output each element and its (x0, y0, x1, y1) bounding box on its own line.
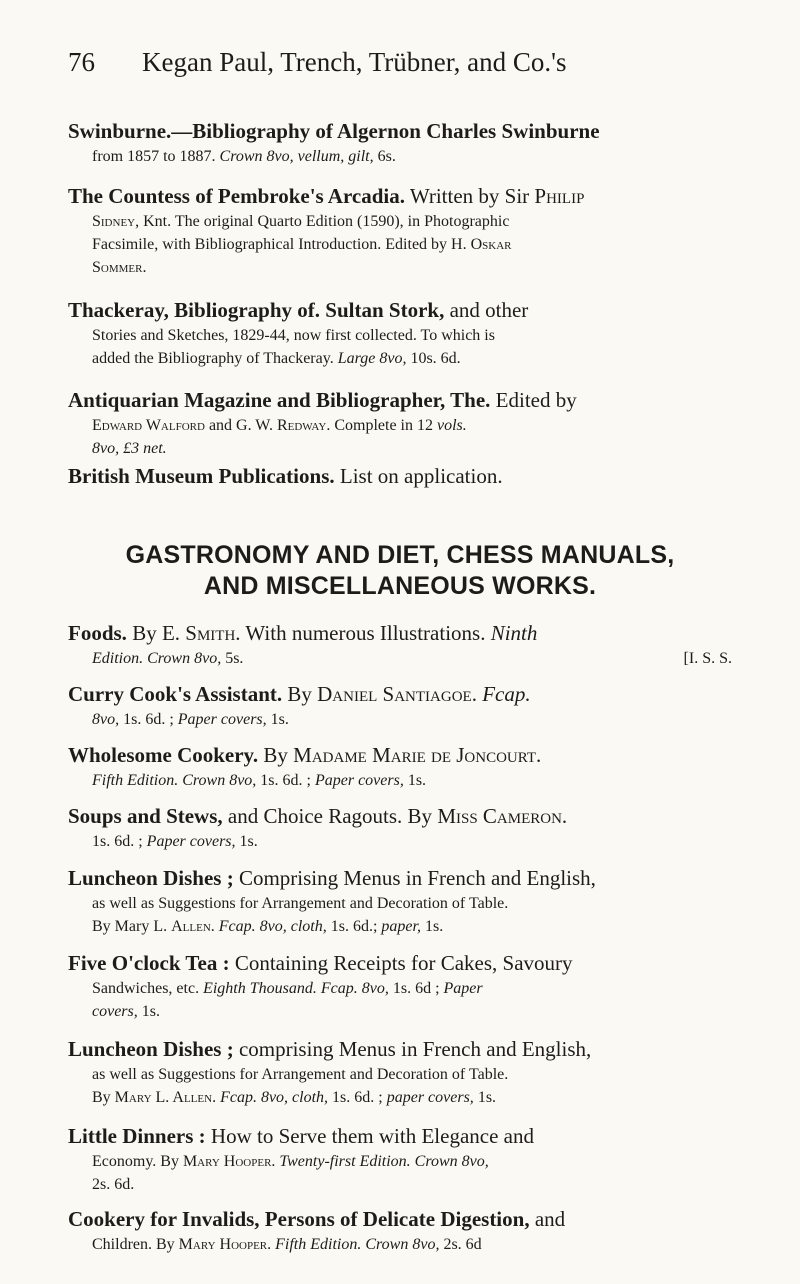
entry-price: 6s. (377, 148, 396, 165)
catalog-entry (68, 619, 732, 670)
entry-title: Five O'clock Tea : (68, 951, 230, 975)
entry-price: 2s. 6d. (92, 1176, 135, 1193)
entry-text: By (287, 682, 312, 706)
entry-text: and Choice Ragouts. By (227, 804, 433, 828)
section-heading-line: AND MISCELLANEOUS WORKS. (203, 572, 597, 600)
entry-text: added the Bibliography of Thackeray. (92, 350, 334, 367)
entry-author: Sommer. (92, 259, 147, 276)
entry-price: 1s. 6d ; (392, 980, 440, 997)
entry-format: Paper covers, (177, 711, 267, 728)
entry-text: Knt. The original Quarto Edition (1590), in Photographic (143, 213, 510, 230)
entry-text: as well as Suggestions for Arrangement and Decoration of Table. (92, 895, 509, 912)
entry-price: 1s. (424, 918, 444, 935)
catalog-entry (68, 182, 732, 279)
entry-price: 1s. 6d. ; (123, 711, 174, 728)
catalog-entry (68, 949, 732, 1023)
entry-format: Edition. Crown 8vo, (92, 650, 222, 667)
entry-text: Complete in 12 (334, 417, 433, 434)
entry-text: and G. W. (208, 417, 273, 434)
entry-format: Ninth (490, 621, 538, 645)
entry-format: Paper covers, (314, 772, 404, 789)
entry-text: Containing Receipts for Cakes, Savoury (234, 951, 573, 975)
entry-format: Large 8vo, (337, 350, 407, 367)
entry-title: Thackeray, Bibliography of. Sultan Stork, (68, 298, 445, 322)
entry-title: Foods. (68, 621, 127, 645)
catalog-entry (68, 802, 732, 853)
catalog-entry (68, 296, 732, 370)
catalog-entry (68, 1122, 732, 1196)
running-header (68, 47, 728, 78)
entry-format: 8vo, £3 net. (92, 440, 167, 457)
entry-author: Mary Hooper. (182, 1153, 276, 1170)
entry-title: Luncheon Dishes ; (68, 1037, 234, 1061)
entry-format: Paper covers, (146, 833, 236, 850)
entry-text: List on application. (339, 464, 503, 488)
catalog-entry (68, 680, 732, 731)
section-heading-line: GASTRONOMY AND DIET, CHESS MANUALS, (125, 541, 675, 569)
entry-title: Soups and Stews, (68, 804, 223, 828)
running-title: Kegan Paul, Trench, Trübner, and Co.'s (142, 47, 567, 77)
entry-price: 2s. 6d (443, 1236, 482, 1253)
entry-format: Fcap. (482, 682, 531, 706)
entry-format: Fcap. 8vo, cloth, (220, 1089, 329, 1106)
catalog-entry (68, 1205, 732, 1256)
entry-price: 1s. (477, 1089, 497, 1106)
entry-text: Edited by (495, 388, 577, 412)
entry-title: The Countess of Pembroke's Arcadia. (68, 184, 405, 208)
entry-title: Little Dinners : (68, 1124, 206, 1148)
catalog-entry (68, 864, 732, 938)
entry-text: By (92, 1089, 111, 1106)
entry-format: Eighth Thousand. Fcap. 8vo, (203, 980, 389, 997)
entry-format: Fcap. 8vo, cloth, (218, 918, 327, 935)
entry-author: Philip (534, 184, 585, 208)
entry-title: Luncheon Dishes ; (68, 866, 234, 890)
entry-format: paper covers, (386, 1089, 474, 1106)
entry-title: Antiquarian Magazine and Bibliographer, The. (68, 388, 491, 412)
entry-title: British Museum Publications. (68, 464, 335, 488)
entry-text: as well as Suggestions for Arrangement and Decoration of Table. (92, 1066, 509, 1083)
catalog-entry (68, 117, 732, 168)
entry-format: Crown 8vo, vellum, gilt, (219, 148, 374, 165)
entry-price: 1s. 6d.; (330, 918, 378, 935)
section-heading (68, 540, 732, 602)
entry-text: By Mary L. (92, 918, 168, 935)
entry-format: Fifth Edition. Crown 8vo, (275, 1236, 440, 1253)
entry-text: Stories and Sketches, 1829-44, now first collected. To which is (92, 327, 495, 344)
entry-author: Miss Cameron. (437, 804, 568, 828)
entry-author: Sidney, (92, 213, 140, 230)
entry-text: Economy. By (92, 1153, 179, 1170)
entry-author: Edward Walford (92, 417, 205, 434)
entry-title: Swinburne.—Bibliography of Algernon Charles Swinburne (68, 119, 600, 143)
catalog-entry (68, 741, 732, 792)
page-number: 76 (68, 47, 95, 77)
entry-text: and other (449, 298, 529, 322)
entry-format: paper, (381, 918, 421, 935)
entry-text: comprising Menus in French and English, (238, 1037, 592, 1061)
entry-author: Allen. (171, 918, 215, 935)
entry-tag: [I. S. S. (683, 650, 732, 667)
entry-format: Paper (443, 980, 483, 997)
entry-author: Daniel Santiagoe. (317, 682, 477, 706)
catalog-entry (68, 386, 732, 460)
entry-author: Redway. (276, 417, 331, 434)
entry-text: By (263, 743, 288, 767)
entry-author: Mary Hooper. (178, 1236, 272, 1253)
catalog-entry (68, 462, 732, 490)
entry-text: Sandwiches, etc. (92, 980, 200, 997)
catalog-entry (68, 1035, 732, 1109)
entry-price: 1s. 6d. ; (92, 833, 143, 850)
entry-title: Wholesome Cookery. (68, 743, 259, 767)
entry-price: 5s. (225, 650, 244, 667)
entry-text: from 1857 to 1887. (92, 148, 216, 165)
entry-text: Written by Sir (409, 184, 530, 208)
entry-title: Cookery for Invalids, Persons of Delicate Digestion, (68, 1207, 530, 1231)
entry-text: Children. By (92, 1236, 175, 1253)
entry-format: Twenty-first Edition. Crown 8vo, (279, 1153, 489, 1170)
entry-author: Mary L. Allen. (114, 1089, 217, 1106)
entry-price: 1s. (270, 711, 289, 728)
entry-text: With numerous Illustrations. (245, 621, 486, 645)
entry-text: How to Serve them with Elegance and (210, 1124, 534, 1148)
entry-text: Comprising Menus in French and English, (238, 866, 596, 890)
entry-format: Fifth Edition. Crown 8vo, (92, 772, 257, 789)
entry-format: covers, (92, 1003, 138, 1020)
entry-price: 1s. 6d. ; (332, 1089, 383, 1106)
entry-title: Curry Cook's Assistant. (68, 682, 283, 706)
entry-price: 1s. (239, 833, 258, 850)
entry-format: vols. (436, 417, 467, 434)
entry-text: and (534, 1207, 566, 1231)
entry-price: 1s. (141, 1003, 160, 1020)
entry-price: 1s. 6d. ; (260, 772, 311, 789)
entry-price: 10s. 6d. (410, 350, 461, 367)
entry-price: 1s. (407, 772, 427, 789)
entry-format: 8vo, (92, 711, 120, 728)
entry-author: Madame Marie de Joncourt. (293, 743, 542, 767)
entry-text: By E. (132, 621, 181, 645)
entry-text: Facsimile, with Bibliographical Introduction. Edited by H. (92, 236, 467, 253)
entry-author: Smith. (185, 621, 241, 645)
entry-author: Oskar (470, 236, 512, 253)
